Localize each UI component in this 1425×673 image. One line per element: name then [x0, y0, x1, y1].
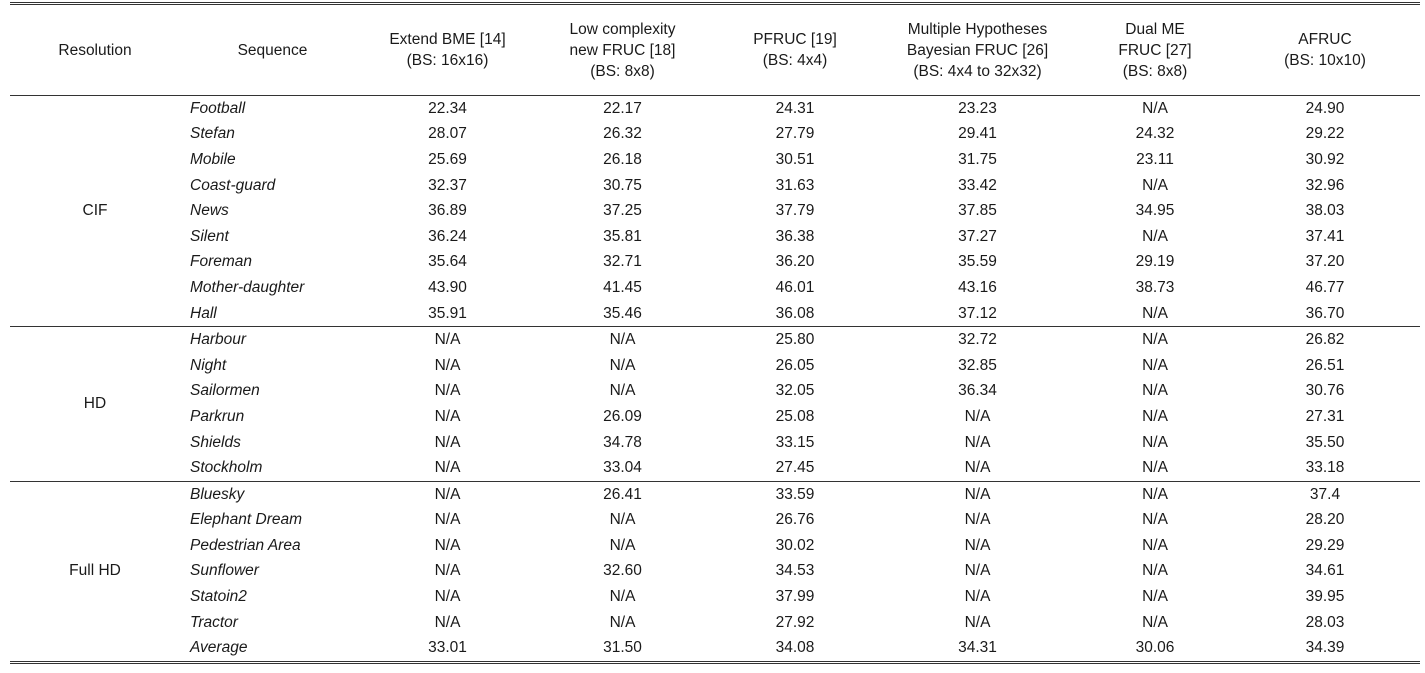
value-cell: N/A	[434, 536, 461, 554]
value-cell: N/A	[609, 588, 636, 606]
value-cell: 37.99	[775, 588, 815, 606]
value-cell: 36.20	[775, 253, 815, 271]
value-cell: N/A	[609, 356, 636, 374]
value-cell: 46.01	[775, 278, 815, 296]
sequence-cell: Bluesky	[190, 485, 245, 503]
value-cell: 27.31	[1305, 407, 1345, 425]
table-row	[10, 455, 1420, 481]
column-header	[1080, 5, 1230, 96]
column-header	[715, 5, 875, 96]
value-cell: 26.09	[603, 407, 642, 425]
value-cell: 46.77	[1305, 278, 1345, 296]
sequence-cell: Silent	[190, 227, 229, 245]
value-cell: 25.08	[775, 407, 815, 425]
value-cell: N/A	[609, 382, 636, 400]
value-cell: 37.85	[958, 202, 997, 220]
value-cell: N/A	[434, 331, 461, 349]
value-cell: 35.91	[365, 301, 530, 327]
sequence-cell: Pedestrian Area	[190, 536, 301, 554]
value-cell: 35.50	[1305, 433, 1345, 451]
value-cell: N/A	[1142, 588, 1168, 606]
value-cell: 32.71	[603, 253, 642, 271]
sequence-cell: Tractor	[190, 613, 238, 631]
table-body	[10, 96, 1420, 662]
value-cell: N/A	[964, 562, 991, 580]
column-header-line: (BS: 8x8)	[590, 62, 655, 80]
value-cell: 32.60	[603, 562, 642, 580]
column-header-line: Low complexity	[569, 20, 676, 38]
value-cell: 34.53	[775, 562, 815, 580]
value-cell: 25.80	[775, 331, 815, 349]
value-cell: 30.76	[1305, 382, 1345, 400]
table-row	[10, 584, 1420, 610]
sequence-cell: Mobile	[190, 150, 236, 168]
sequence-cell: Coast-guard	[190, 176, 276, 194]
value-cell: N/A	[609, 511, 636, 529]
column-header	[875, 5, 1080, 96]
value-cell: 35.81	[603, 227, 642, 245]
resolution-cell: HD	[10, 327, 180, 482]
value-cell: 34.39	[1305, 639, 1345, 657]
value-cell: N/A	[1142, 407, 1168, 425]
value-cell: 36.89	[428, 202, 467, 220]
value-cell: 26.51	[1305, 356, 1345, 374]
value-cell: N/A	[964, 613, 991, 631]
column-header-line: (BS: 8x8)	[1122, 62, 1188, 80]
column-header	[10, 5, 180, 96]
sequence-cell: Elephant Dream	[190, 511, 303, 529]
column-header	[180, 5, 365, 96]
column-header-line: Bayesian FRUC [26]	[906, 41, 1049, 59]
value-cell: N/A	[964, 511, 991, 529]
value-cell: N/A	[434, 562, 461, 580]
value-cell: 35.46	[530, 301, 715, 327]
value-cell: 24.90	[1305, 99, 1345, 117]
table-row	[10, 224, 1420, 250]
table-row	[10, 481, 1420, 507]
value-cell: 41.45	[603, 278, 642, 296]
value-cell: 33.42	[958, 176, 997, 194]
column-header-line: PFRUC [19]	[753, 31, 837, 48]
value-cell: 26.32	[603, 125, 642, 143]
value-cell: N/A	[1080, 301, 1230, 327]
column-header-line: Dual ME	[1125, 20, 1185, 38]
sequence-cell: Sailormen	[190, 382, 260, 400]
value-cell: 29.41	[958, 125, 997, 143]
sequence-cell: News	[190, 202, 229, 220]
column-header-line: AFRUC	[1298, 31, 1352, 48]
column-header-line: Extend BME [14]	[389, 31, 506, 48]
value-cell: 36.08	[715, 301, 875, 327]
value-cell: 32.85	[958, 356, 997, 374]
value-cell: 26.76	[775, 511, 815, 529]
value-cell: 34.31	[958, 639, 997, 657]
value-cell: 27.79	[775, 125, 815, 143]
table-row	[10, 122, 1420, 148]
value-cell: N/A	[434, 433, 461, 451]
value-cell: N/A	[1142, 433, 1168, 451]
sequence-cell: Mother-daughter	[190, 278, 305, 296]
value-cell: 26.82	[1305, 331, 1345, 349]
value-cell: N/A	[434, 485, 461, 503]
value-cell: 32.05	[775, 382, 815, 400]
table-row	[10, 635, 1420, 661]
value-cell: 37.79	[775, 202, 815, 220]
column-header-line: (BS: 10x10)	[1284, 52, 1366, 69]
value-cell: 35.64	[428, 253, 467, 271]
sequence-cell: Harbour	[190, 331, 246, 349]
table-row	[10, 353, 1420, 379]
sequence-cell: Foreman	[190, 253, 253, 271]
value-cell: 33.15	[775, 433, 815, 451]
table-row	[10, 301, 1420, 327]
value-cell: 43.90	[428, 278, 467, 296]
value-cell: 37.27	[958, 227, 997, 245]
value-cell: 29.19	[1135, 253, 1175, 271]
value-cell: N/A	[1142, 227, 1168, 245]
value-cell: 34.08	[775, 639, 815, 657]
value-cell: 31.50	[603, 639, 642, 657]
value-cell: 28.20	[1305, 511, 1345, 529]
value-cell: N/A	[1142, 382, 1168, 400]
value-cell: N/A	[1142, 99, 1168, 117]
value-cell: N/A	[1142, 613, 1168, 631]
value-cell: N/A	[434, 407, 461, 425]
value-cell: 27.45	[715, 455, 875, 481]
value-cell: 23.23	[958, 99, 997, 117]
value-cell: N/A	[434, 511, 461, 529]
table-row	[10, 508, 1420, 534]
table-row	[10, 96, 1420, 122]
resolution-cell: CIF	[10, 96, 180, 327]
sequence-cell: Statoin2	[190, 588, 247, 606]
value-cell: 43.16	[958, 278, 997, 296]
value-cell: 34.95	[1135, 202, 1175, 220]
value-cell: 30.51	[775, 150, 815, 168]
table-bottom-rule	[10, 661, 1420, 664]
value-cell: 36.70	[1230, 301, 1420, 327]
value-cell: 32.72	[958, 331, 997, 349]
value-cell: N/A	[1142, 176, 1168, 194]
sequence-cell: Stockholm	[180, 455, 365, 481]
table-row	[10, 250, 1420, 276]
value-cell: 37.4	[1309, 485, 1341, 503]
value-cell: N/A	[964, 588, 991, 606]
value-cell: 31.75	[958, 150, 997, 168]
table-header	[10, 5, 1420, 96]
column-header-line: (BS: 16x16)	[406, 52, 489, 69]
value-cell: 25.69	[428, 150, 467, 168]
value-cell: 36.38	[775, 227, 815, 245]
value-cell: 32.37	[428, 176, 467, 194]
value-cell: N/A	[1142, 356, 1168, 374]
value-cell: 30.75	[603, 176, 642, 194]
header-row	[10, 5, 1420, 96]
table-row	[10, 610, 1420, 636]
value-cell: 33.04	[530, 455, 715, 481]
column-header-line: Sequence	[237, 41, 308, 59]
value-cell: 28.03	[1305, 613, 1345, 631]
value-cell: 27.92	[775, 613, 815, 631]
value-cell: 37.20	[1305, 253, 1345, 271]
table-row	[10, 559, 1420, 585]
value-cell: N/A	[964, 407, 991, 425]
value-cell: 32.96	[1305, 176, 1345, 194]
value-cell: N/A	[365, 455, 530, 481]
value-cell: 36.24	[428, 227, 467, 245]
value-cell: 24.32	[1135, 125, 1175, 143]
value-cell: 26.18	[603, 150, 642, 168]
sequence-cell: Hall	[180, 301, 365, 327]
table-row	[10, 147, 1420, 173]
value-cell: 29.22	[1305, 125, 1345, 143]
column-header-line: new FRUC [18]	[569, 41, 676, 59]
value-cell: 37.41	[1305, 227, 1345, 245]
sequence-cell: Average	[190, 639, 248, 657]
value-cell: 34.61	[1305, 562, 1345, 580]
resolution-cell: Full HD	[69, 562, 121, 580]
value-cell: N/A	[964, 485, 991, 503]
value-cell: N/A	[434, 356, 461, 374]
results-table-container	[10, 2, 1420, 664]
table-row	[10, 198, 1420, 224]
table-row	[10, 533, 1420, 559]
table-row	[10, 404, 1420, 430]
column-header	[365, 5, 530, 96]
value-cell: 29.29	[1305, 536, 1345, 554]
value-cell: 30.02	[775, 536, 815, 554]
sequence-cell: Football	[190, 99, 246, 117]
table-row	[10, 327, 1420, 353]
value-cell: 37.25	[603, 202, 642, 220]
value-cell: N/A	[1142, 485, 1168, 503]
column-header	[1230, 5, 1420, 96]
value-cell: N/A	[1142, 511, 1168, 529]
column-header-line: FRUC [27]	[1118, 41, 1192, 59]
value-cell: 33.01	[428, 639, 467, 657]
value-cell: N/A	[609, 331, 636, 349]
value-cell: 31.63	[775, 176, 815, 194]
value-cell: 30.06	[1135, 639, 1175, 657]
value-cell: 22.34	[428, 99, 467, 117]
value-cell: N/A	[964, 433, 991, 451]
value-cell: 34.78	[603, 433, 642, 451]
value-cell: N/A	[1142, 331, 1168, 349]
value-cell: 23.11	[1136, 150, 1174, 168]
value-cell: 33.59	[775, 485, 815, 503]
value-cell: 36.34	[958, 382, 997, 400]
column-header-line: (BS: 4x4 to 32x32)	[913, 62, 1042, 80]
table-row	[10, 379, 1420, 405]
value-cell: N/A	[434, 382, 461, 400]
value-cell: N/A	[434, 588, 461, 606]
sequence-cell: Sunflower	[190, 562, 259, 580]
results-table	[10, 5, 1420, 661]
value-cell: N/A	[434, 613, 461, 631]
column-header-line: (BS: 4x4)	[762, 52, 828, 69]
value-cell: 38.03	[1305, 202, 1345, 220]
value-cell: 28.07	[428, 125, 467, 143]
table-row	[10, 275, 1420, 301]
value-cell: 24.31	[775, 99, 815, 117]
table-row	[10, 173, 1420, 199]
value-cell: N/A	[875, 455, 1080, 481]
table-row	[10, 430, 1420, 456]
value-cell: 26.05	[775, 356, 815, 374]
value-cell: 33.18	[1230, 455, 1420, 481]
sequence-cell: Night	[190, 356, 227, 374]
value-cell: 38.73	[1135, 278, 1175, 296]
value-cell: N/A	[964, 536, 991, 554]
column-header-line: Resolution	[58, 41, 132, 59]
value-cell: 39.95	[1305, 588, 1345, 606]
sequence-cell: Shields	[190, 433, 241, 451]
value-cell: N/A	[1142, 536, 1168, 554]
value-cell: 37.12	[875, 301, 1080, 327]
value-cell: N/A	[1142, 562, 1168, 580]
sequence-cell: Parkrun	[190, 407, 245, 425]
value-cell: N/A	[609, 536, 636, 554]
value-cell: 26.41	[603, 485, 642, 503]
value-cell: N/A	[609, 613, 636, 631]
value-cell: N/A	[1080, 455, 1230, 481]
column-header	[530, 5, 715, 96]
value-cell: 30.92	[1305, 150, 1345, 168]
value-cell: 35.59	[958, 253, 997, 271]
sequence-cell: Stefan	[190, 125, 235, 143]
value-cell: 22.17	[603, 99, 642, 117]
column-header-line: Multiple Hypotheses	[907, 20, 1048, 38]
